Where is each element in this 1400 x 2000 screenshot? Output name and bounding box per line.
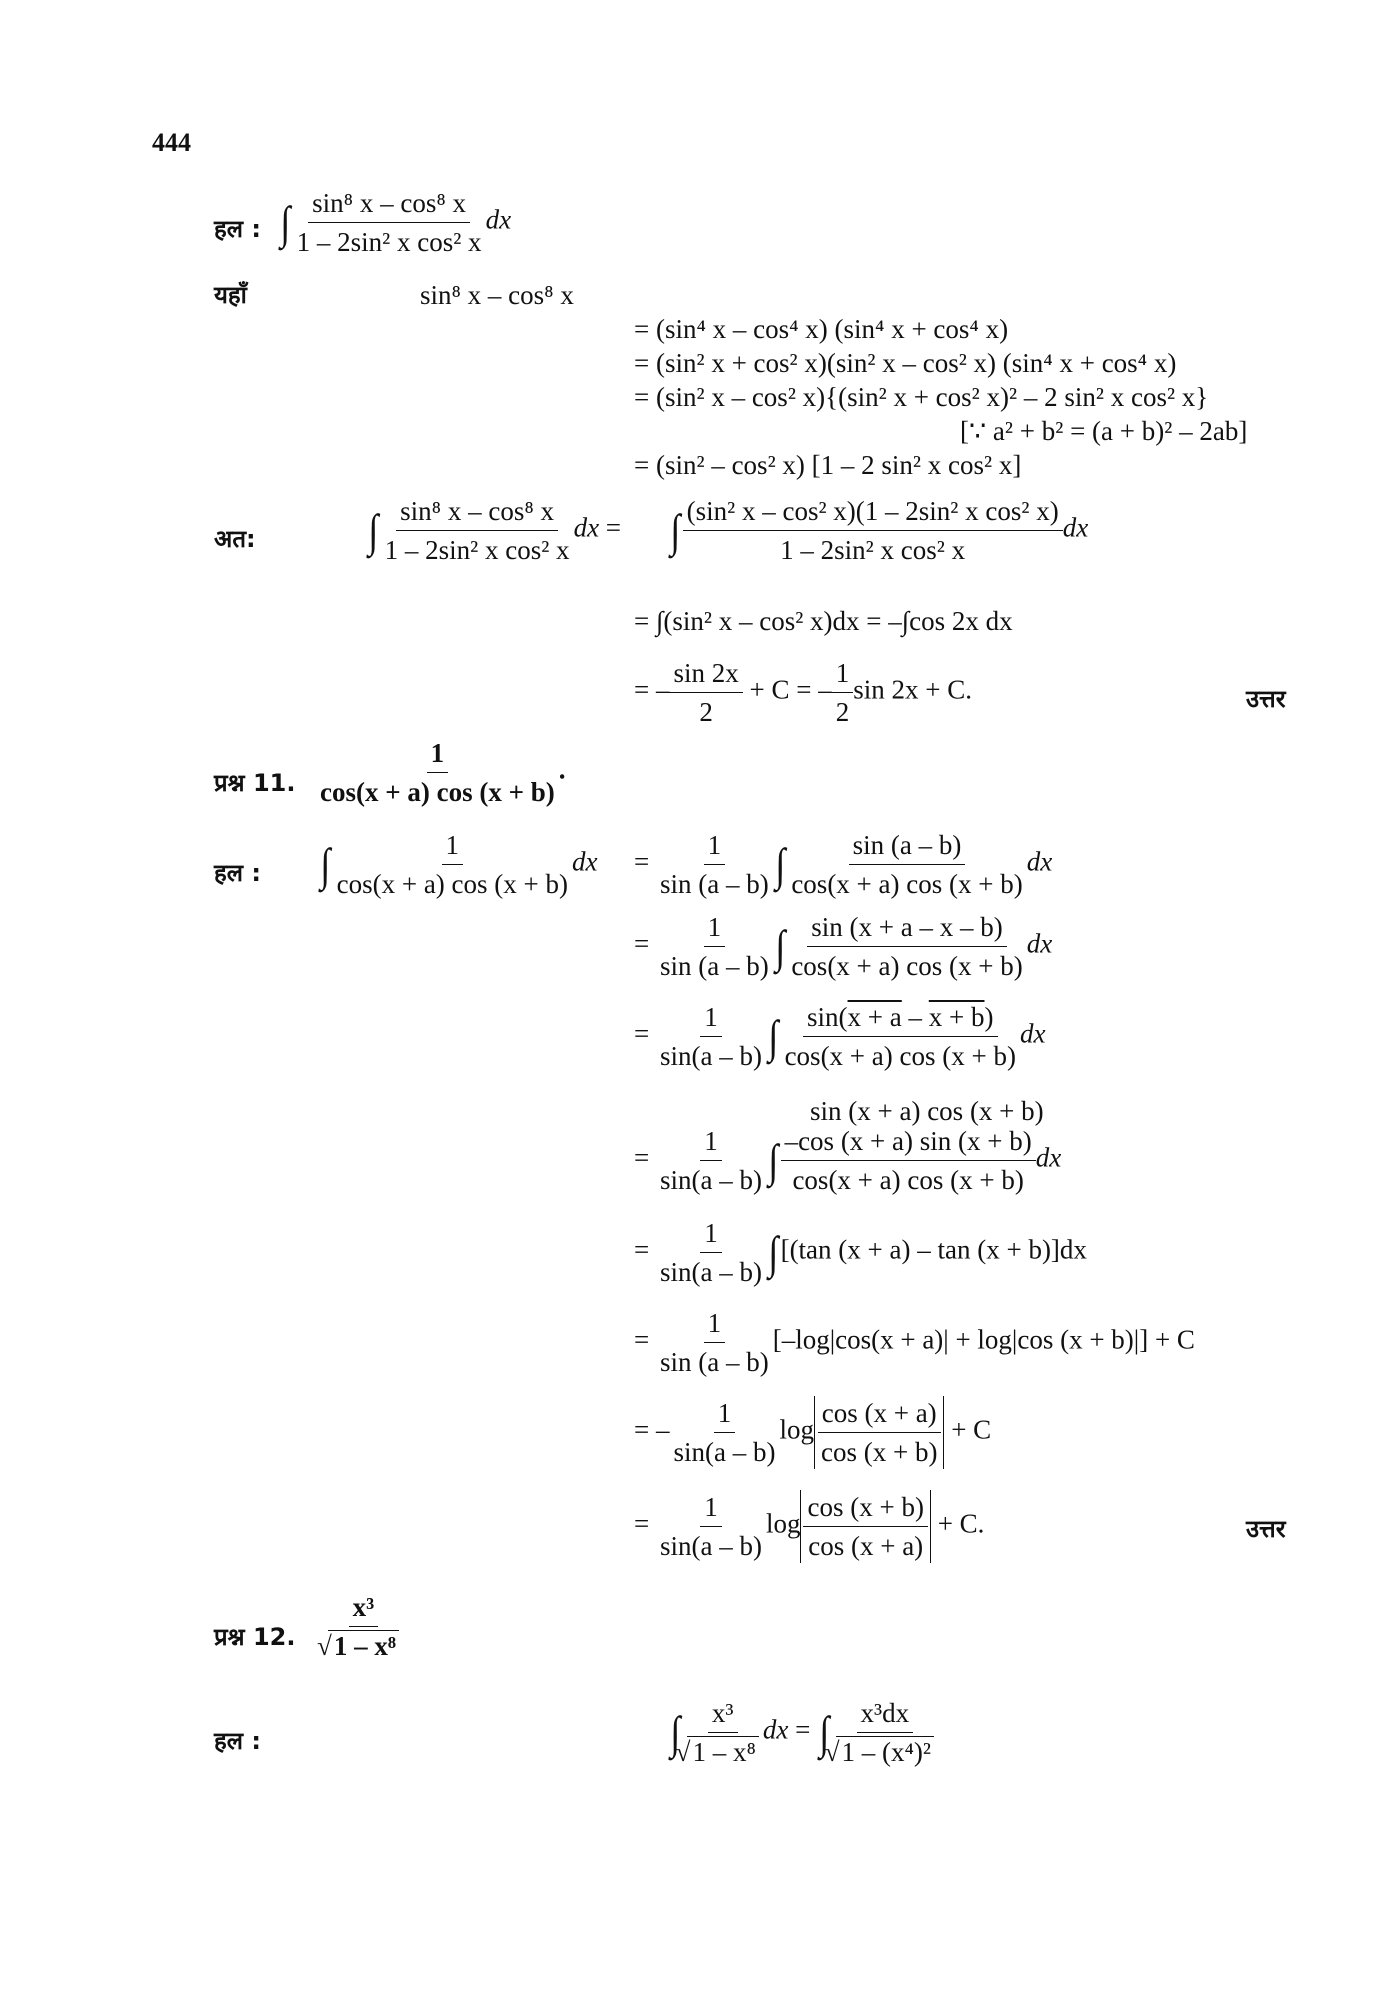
q11-s7-one: 1 (714, 1396, 736, 1433)
q11-step-2: = $\frac{1}{\sin (a - b)}$ ∫ $\frac{\sin (x + a - x - b)}{\cos(x + a) \cos (x + b)}$ dx (634, 912, 1053, 981)
q11-s2-den: cos(x + a) cos (x + b) (791, 951, 1023, 981)
q11-s4-sin: sin(a – b) (659, 1165, 762, 1195)
label-q11: प्रश्न 11. (214, 769, 296, 797)
q11-s7-num: cos (x + a) (818, 1396, 941, 1433)
label-hal-2: हल : (214, 859, 261, 887)
q11-s6-sin: sin (a – b) (659, 1347, 769, 1377)
q11-step-5: = $\frac{1}{\sin(a - b)}$ ∫[(tan (x + a) – tan (x + b)]dx (634, 1218, 1087, 1287)
label-q12: प्रश्न 12. (214, 1623, 296, 1651)
q12-num: x³ (349, 1590, 379, 1627)
q11-step-4: = $\frac{1}{\sin(a - b)}$ ∫ $\frac{-\cos (x + a) \sin (x + b)}{\cos(x + a) \cos (x + b)}$ dx (634, 1126, 1062, 1195)
q11-s5-tail: [(tan (x + a) – tan (x + b)]dx (780, 1234, 1087, 1265)
q11-s7-sin: sin(a – b) (673, 1437, 776, 1467)
q11-s7-den: cos (x + b) (820, 1437, 938, 1467)
q11-s5-one: 1 (700, 1216, 722, 1253)
q11-lhs: ∫ $\frac{1}{\cos(x + a) \cos (x + b)}$ dx (320, 830, 598, 899)
answer-label-2: उत्तर (1246, 1515, 1286, 1543)
p10-step-2: = (sin² x + cos² x)(sin² x – cos² x) (sin⁴ x + cos⁴ x) (634, 348, 1177, 378)
q11-s1-num: sin (a – b) (849, 828, 966, 865)
q11-s8-one: 1 (700, 1490, 722, 1527)
q12-solution: ∫ x³ √ 1 – x⁸ dx = ∫ x³dx √ 1 – (x⁴)² (668, 1696, 938, 1769)
q11-s6-one: 1 (704, 1306, 726, 1343)
q11-s2-num: sin (x + a – x – b) (807, 910, 1006, 947)
integral-p10: ∫ $\frac{\text{sin⁸ x – cos⁸ x}}{\text{1 – 2sin² x cos² x}}$ dx (280, 188, 512, 257)
q11-lhs-num: 1 (442, 828, 464, 865)
q11-den: cos(x + a) cos (x + b) (320, 777, 555, 807)
q12-rhs-num: x³dx (857, 1696, 914, 1733)
q11-s4-num: –cos (x + a) sin (x + b) (781, 1124, 1036, 1161)
q11-s3-den: cos(x + a) cos (x + b) (784, 1041, 1016, 1071)
label-hal-1: हल : (214, 215, 261, 243)
q12-s-den: √ 1 – x⁸ (687, 1736, 759, 1767)
q11-step-7: = – $\frac{1}{\sin(a - b)}$ log $\frac{\cos (x + a)}{\cos (x + b)}$ + C (634, 1398, 992, 1467)
p10-half-den: 2 (835, 697, 850, 727)
p10-step-1: = (sin⁴ x – cos⁴ x) (sin⁴ x + cos⁴ x) (634, 314, 1009, 344)
p10-final: = – $\frac{\sin 2x}{2}$ + C = – $\frac{1}{2}$ sin 2x + C. (634, 658, 972, 727)
p10-atah-rhs-den: 1 – 2sin² x cos² x (780, 535, 966, 565)
q11-s3-one: 1 (700, 1000, 722, 1037)
q12-rhs-den: √ 1 – (x⁴)² (836, 1736, 934, 1767)
q11-s1-one: 1 (704, 828, 726, 865)
label-hal-3: हल : (214, 1727, 261, 1755)
p10-atah-lhs: ∫ $\frac{\text{sin⁸ x – cos⁸ x}}{\text{1 – 2sin² x cos² x}}$ dx = (368, 496, 622, 565)
q11-s4-den: cos(x + a) cos (x + b) (792, 1165, 1024, 1195)
q11-s8-c: + C. (937, 1508, 985, 1539)
q11-s1-den: cos(x + a) cos (x + b) (791, 869, 1023, 899)
p10-final-end: sin 2x + C. (853, 674, 972, 705)
q11-step-1: = $\frac{1}{\sin (a - b)}$ ∫ $\frac{\sin (a - b)}{\cos(x + a) \cos (x + b)}$ dx (634, 830, 1053, 899)
q11-s5-sin: sin(a – b) (659, 1257, 762, 1287)
q11-num: 1 (427, 736, 449, 773)
p10-atah-rhs-num: (sin² x – cos² x)(1 – 2sin² x cos² x) (683, 494, 1063, 531)
q11-s7-log: log (779, 1414, 814, 1445)
q11-s4-one: 1 (700, 1124, 722, 1161)
q11-s2-sin: sin (a – b) (659, 951, 769, 981)
q11-s3-num-b: x + b (928, 1002, 985, 1032)
q12-den: √ 1 – x⁸ (328, 1630, 399, 1661)
p10-final-den: 2 (699, 697, 713, 727)
p10-atah-rhs: ∫ $\frac{\text{(sin² x – cos² x)(1 – 2sin² x cos² x)}}{\text{1 – 2sin² x cos² x}}$ dx (670, 496, 1089, 565)
q12-s-num: x³ (708, 1696, 738, 1733)
q11-s6-tail: [–log|cos(x + a)| + log|cos (x + b)|] + C (772, 1324, 1195, 1355)
p10-step-4: = (sin² – cos² x) [1 – 2 sin² x cos² x] (634, 450, 1022, 480)
p10-step-b: = ∫(sin² x – cos² x)dx = –∫cos 2x dx (634, 606, 1013, 636)
q11-s3-sin: sin(a – b) (659, 1041, 762, 1071)
q11-s8-log: log (765, 1508, 801, 1539)
q11-lhs-den: cos(x + a) cos (x + b) (336, 869, 568, 899)
p10-num: sin⁸ x – cos⁸ x (308, 186, 470, 223)
q11-s1-sin: sin (a – b) (659, 869, 769, 899)
label-atah: अत: (214, 525, 256, 553)
p10-step-3: = (sin² x – cos² x){(sin² x + cos² x)² – 2 sin² x cos² x} (634, 382, 1209, 412)
p10-final-tail: + C = – (749, 674, 832, 705)
q11-s4-line1: sin (x + a) cos (x + b) (810, 1096, 1044, 1126)
q11-s7-c: + C (951, 1414, 992, 1445)
p10-half-num: 1 (832, 656, 854, 693)
q11-expression: $\frac{1}{\cos(x + a) \cos (x + b)}$ . (316, 736, 565, 809)
q11-s3-num-a: x + a (847, 1002, 902, 1032)
p10-den: 1 – 2sin² x cos² x (296, 227, 482, 257)
q11-step-3: = $\frac{1}{\sin(a - b)}$ ∫ $\frac{\sin(x + a - x + b)}{\cos(x + a) \cos (x + b)}$ dx (634, 1002, 1046, 1071)
p10-atah-den: 1 – 2sin² x cos² x (384, 535, 570, 565)
q11-s2-one: 1 (704, 910, 726, 947)
q11-step-8: = $\frac{1}{\sin(a - b)}$ log $\frac{\cos (x + b)}{\cos (x + a)}$ + C. (634, 1492, 985, 1561)
p10-final-num: sin 2x (669, 656, 742, 693)
q11-s8-num: cos (x + b) (803, 1490, 927, 1527)
p10-atah-num: sin⁸ x – cos⁸ x (396, 494, 558, 531)
q11-s8-sin: sin(a – b) (659, 1531, 762, 1561)
q12-expression (324, 1590, 403, 1663)
answer-label-1: उत्तर (1246, 685, 1286, 713)
p10-lhs-expr: sin⁸ x – cos⁸ x (420, 280, 574, 310)
label-yahan: यहाँ (214, 281, 247, 309)
q11-step-6: = $\frac{1}{\sin (a - b)}$ [–log|cos(x + a)| + log|cos (x + b)|] + C (634, 1308, 1195, 1377)
page-number: 444 (152, 128, 191, 157)
q11-s8-den: cos (x + a) (808, 1531, 924, 1561)
q11-s3-num: sin(x + a – x + b) (803, 1000, 997, 1037)
p10-identity-note: [∵ a² + b² = (a + b)² – 2ab] (960, 416, 1248, 446)
